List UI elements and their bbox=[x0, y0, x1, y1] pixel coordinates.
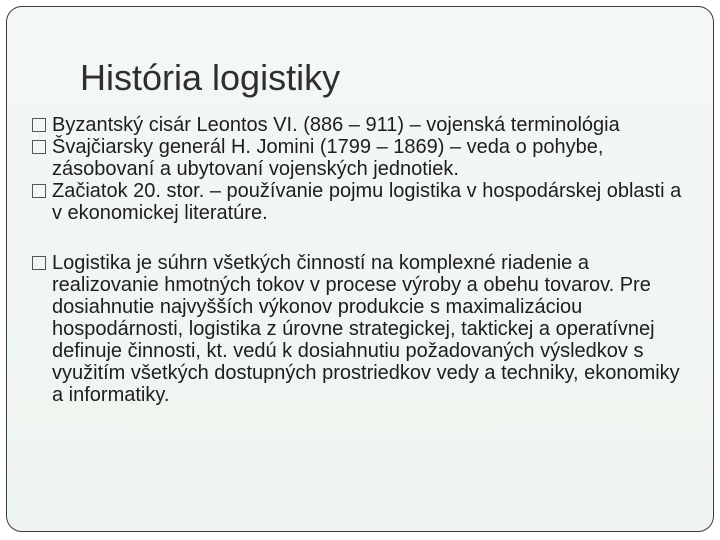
hollow-square-icon bbox=[32, 256, 46, 270]
bullet-item bbox=[32, 180, 692, 224]
hollow-square-icon bbox=[32, 118, 46, 132]
bullet-item bbox=[32, 136, 692, 180]
bullet-item bbox=[32, 252, 692, 406]
hollow-square-icon bbox=[32, 184, 46, 198]
bullet-text: Logistika je súhrn všetkých činností na komplexné riadenie a realizovanie hmotných tokov v procese výroby a obehu tovarov. Pre dosiahnutie najvyšších výkonov produkcie s maximalizáciou hospodárnosti, logistika z úrovne strategickej, taktickej a operatívnej definuje činnosti, kt. vedú k dosiahnutiu požadovaných výsledkov s využitím všetkých dostupných prostriedkov vedy a techniky, ekonomiky a informatiky. bbox=[52, 252, 680, 406]
bullet-text: Švajčiarsky generál H. Jomini (1799 – 1869) – veda o pohybe, zásobovaní a ubytovaní vojenských jednotiek. bbox=[52, 136, 604, 180]
slide-title: História logistiky bbox=[80, 57, 341, 98]
bullet-text: Začiatok 20. stor. – používanie pojmu logistika v hospodárskej oblasti a v ekonomickej literatúre. bbox=[52, 180, 682, 224]
hollow-square-icon bbox=[32, 140, 46, 154]
bullet-item bbox=[32, 114, 692, 136]
bullet-text: Byzantský cisár Leontos VI. (886 – 911) – vojenská terminológia bbox=[52, 114, 620, 136]
slide-body bbox=[32, 114, 692, 406]
